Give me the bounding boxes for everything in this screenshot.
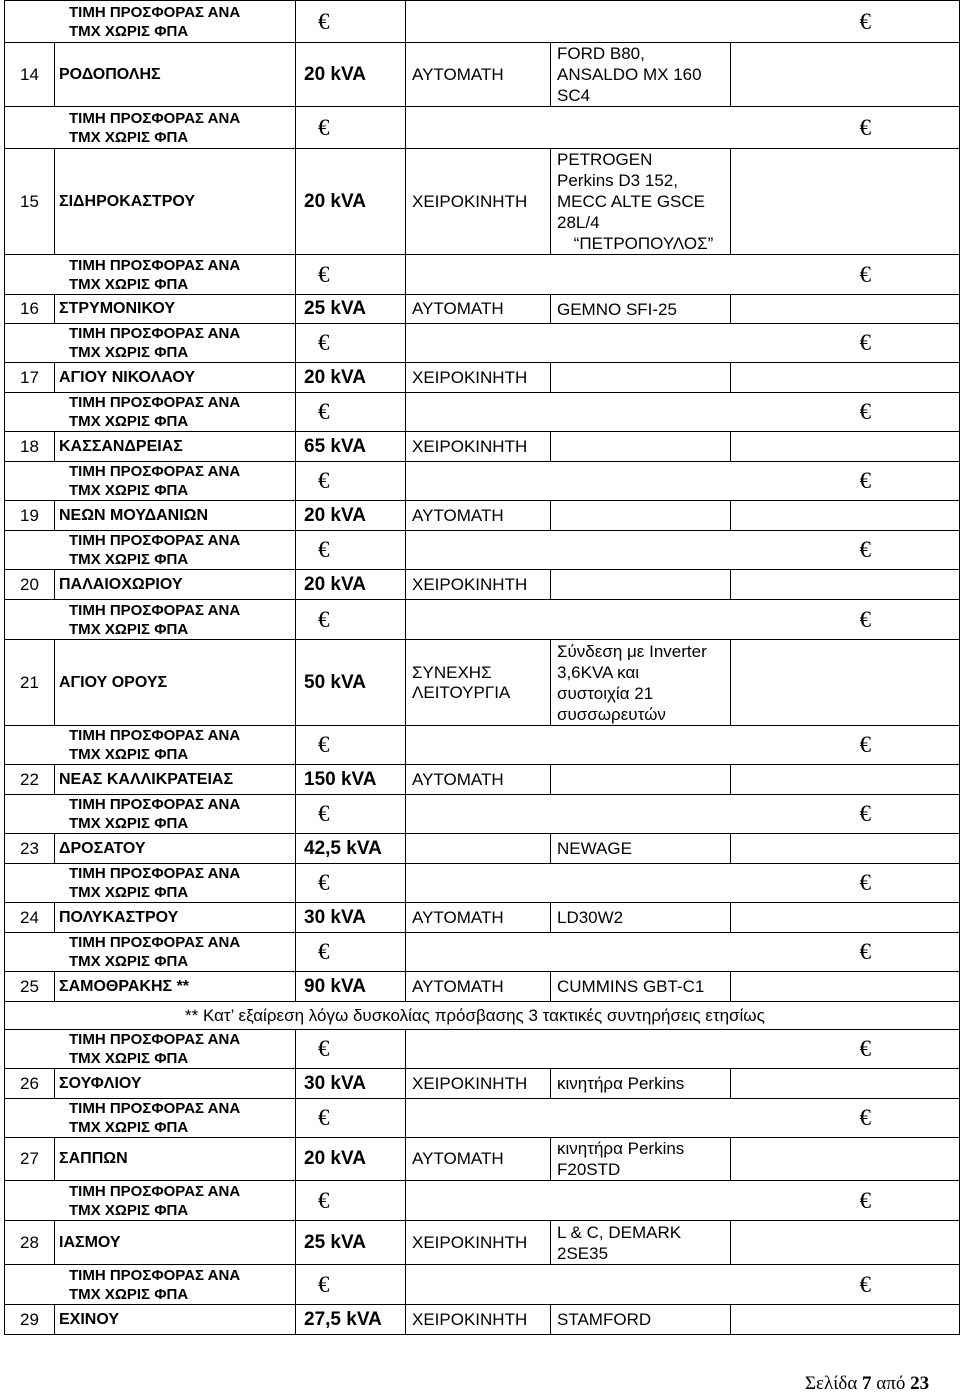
location-name: ΣΟΥΦΛΙΟΥ xyxy=(55,1069,296,1099)
price-label xyxy=(5,531,296,570)
price-label-line: ΤΜΧ ΧΩΡΙΣ ΦΠΑ xyxy=(69,1119,189,1136)
price-label-line: ΤΜΧ ΧΩΡΙΣ ΦΠΑ xyxy=(69,413,189,430)
euro-symbol: € xyxy=(296,795,406,834)
table-row xyxy=(5,1138,960,1181)
price-label-line: ΤΜΧ ΧΩΡΙΣ ΦΠΑ xyxy=(69,620,189,638)
generator-model xyxy=(551,43,731,107)
power-rating: 20 kVA xyxy=(296,363,406,393)
table-row xyxy=(5,1305,960,1335)
price-label-line: ΤΜΧ ΧΩΡΙΣ ΦΠΑ xyxy=(69,815,189,832)
euro-symbol: € xyxy=(406,1,960,43)
price-label xyxy=(5,324,296,363)
row-number: 14 xyxy=(5,43,55,107)
operation-type-line: ΛΕΙΤΟΥΡΓΙΑ xyxy=(412,682,511,702)
generator-model-line: NEWAGE xyxy=(557,839,632,858)
euro-symbol: € xyxy=(296,1181,406,1221)
footer-total: 23 xyxy=(910,1373,930,1394)
price-label-line: ΤΙΜΗ ΠΡΟΣΦΟΡΑΣ ΑΝΑ xyxy=(69,256,241,274)
price-label-line: ΤΙΜΗ ΠΡΟΣΦΟΡΑΣ ΑΝΑ xyxy=(69,796,241,813)
price-label xyxy=(5,1181,296,1221)
operation-type: ΧΕΙΡΟΚΙΝΗΤΗ xyxy=(406,1069,551,1099)
price-label-line: ΤΙΜΗ ΠΡΟΣΦΟΡΑΣ ΑΝΑ xyxy=(69,3,241,21)
euro-symbol: € xyxy=(296,1030,406,1069)
empty-cell xyxy=(731,501,960,531)
price-label-line: ΤΙΜΗ ΠΡΟΣΦΟΡΑΣ ΑΝΑ xyxy=(69,1266,241,1284)
price-label-line: ΤΙΜΗ ΠΡΟΣΦΟΡΑΣ ΑΝΑ xyxy=(69,109,241,127)
price-label-line: ΤΜΧ ΧΩΡΙΣ ΦΠΑ xyxy=(69,1201,189,1219)
generator-model-line: LD30W2 xyxy=(557,908,624,927)
price-label-line: ΤΜΧ ΧΩΡΙΣ ΦΠΑ xyxy=(69,128,189,146)
euro-symbol: € xyxy=(296,531,406,570)
euro-symbol: € xyxy=(296,600,406,640)
price-label-line: ΤΜΧ ΧΩΡΙΣ ΦΠΑ xyxy=(69,275,189,293)
euro-symbol: € xyxy=(406,600,960,640)
euro-symbol: € xyxy=(406,1181,960,1221)
price-label xyxy=(5,864,296,903)
table-row xyxy=(5,501,960,531)
generator-model xyxy=(551,295,731,324)
generator-model-line: SC4 xyxy=(557,86,591,105)
power-rating: 90 kVA xyxy=(296,972,406,1002)
operation-type: ΑΥΤΟΜΑΤΗ xyxy=(406,501,551,531)
operation-type: ΑΥΤΟΜΑΤΗ xyxy=(406,1138,551,1181)
row-number: 27 xyxy=(5,1138,55,1181)
generator-model xyxy=(551,972,731,1002)
power-rating: 50 kVA xyxy=(296,640,406,726)
price-row xyxy=(5,864,960,903)
location-name: ΣΤΡΥΜΟΝΙΚΟΥ xyxy=(55,295,296,324)
power-rating: 25 kVA xyxy=(296,1221,406,1265)
location-name: ΣΙΔΗΡΟΚΑΣΤΡΟΥ xyxy=(55,149,296,255)
row-number: 18 xyxy=(5,432,55,462)
location-name: ΑΓΙΟΥ ΝΙΚΟΛΑΟΥ xyxy=(55,363,296,393)
price-row xyxy=(5,324,960,363)
power-rating: 25 kVA xyxy=(296,295,406,324)
row-number: 16 xyxy=(5,295,55,324)
euro-symbol: € xyxy=(296,933,406,972)
price-label xyxy=(5,933,296,972)
location-name: ΔΡΟΣΑΤΟΥ xyxy=(55,834,296,864)
generator-table xyxy=(4,0,960,1335)
generator-model-line: συστοιχία 21 xyxy=(557,683,654,703)
empty-cell xyxy=(731,1305,960,1335)
generator-model-line: 28L/4 xyxy=(557,213,600,232)
row-number: 22 xyxy=(5,765,55,795)
price-row xyxy=(5,393,960,432)
empty-cell xyxy=(731,640,960,726)
footer-mid: από xyxy=(871,1373,911,1394)
euro-symbol: € xyxy=(296,393,406,432)
power-rating: 150 kVA xyxy=(296,765,406,795)
generator-model xyxy=(551,765,731,795)
price-row xyxy=(5,107,960,149)
table-row xyxy=(5,1221,960,1265)
price-label-line: ΤΜΧ ΧΩΡΙΣ ΦΠΑ xyxy=(69,344,189,361)
operation-type: ΧΕΙΡΟΚΙΝΗΤΗ xyxy=(406,1305,551,1335)
euro-symbol: € xyxy=(296,1,406,43)
euro-symbol: € xyxy=(406,531,960,570)
row-number: 29 xyxy=(5,1305,55,1335)
footer-prefix: Σελίδα xyxy=(805,1373,863,1394)
operation-type: ΑΥΤΟΜΑΤΗ xyxy=(406,972,551,1002)
euro-symbol: € xyxy=(406,1265,960,1305)
generator-model-line: 3,6KVA και xyxy=(557,662,640,682)
generator-model-line: Σύνδεση με Inverter xyxy=(557,641,707,661)
price-label-line: ΤΙΜΗ ΠΡΟΣΦΟΡΑΣ ΑΝΑ xyxy=(69,532,241,549)
empty-cell xyxy=(731,43,960,107)
price-label-line: ΤΜΧ ΧΩΡΙΣ ΦΠΑ xyxy=(69,884,189,901)
power-rating: 20 kVA xyxy=(296,43,406,107)
row-number: 28 xyxy=(5,1221,55,1265)
location-name: ΡΟΔΟΠΟΛΗΣ xyxy=(55,43,296,107)
row-number: 24 xyxy=(5,903,55,933)
location-name: ΝΕΑΣ ΚΑΛΛΙΚΡΑΤΕΙΑΣ xyxy=(55,765,296,795)
operation-type xyxy=(406,834,551,864)
generator-model-line: “ΠΕΤΡΟΠΟΥΛΟΣ” xyxy=(573,234,714,253)
generator-model xyxy=(551,501,731,531)
row-number: 25 xyxy=(5,972,55,1002)
generator-model xyxy=(551,903,731,933)
power-rating: 20 kVA xyxy=(296,501,406,531)
price-label-line: ΤΙΜΗ ΠΡΟΣΦΟΡΑΣ ΑΝΑ xyxy=(69,601,241,619)
empty-cell xyxy=(731,1138,960,1181)
generator-model-line: κινητήρα Perkins xyxy=(557,1139,685,1158)
price-label-line: ΤΙΜΗ ΠΡΟΣΦΟΡΑΣ ΑΝΑ xyxy=(69,394,241,411)
generator-model-line: 2SE35 xyxy=(557,1243,609,1263)
generator-model-line: CUMMINS GBT-C1 xyxy=(557,977,705,996)
power-rating: 27,5 kVA xyxy=(296,1305,406,1335)
table-row xyxy=(5,432,960,462)
price-row xyxy=(5,1181,960,1221)
price-label xyxy=(5,255,296,295)
euro-symbol: € xyxy=(406,255,960,295)
power-rating: 30 kVA xyxy=(296,903,406,933)
row-number: 26 xyxy=(5,1069,55,1099)
price-label-line: ΤΙΜΗ ΠΡΟΣΦΟΡΑΣ ΑΝΑ xyxy=(69,325,241,342)
euro-symbol: € xyxy=(406,864,960,903)
price-row xyxy=(5,255,960,295)
page-footer xyxy=(805,1373,929,1395)
price-label xyxy=(5,1265,296,1305)
euro-symbol: € xyxy=(406,107,960,149)
power-rating: 42,5 kVA xyxy=(296,834,406,864)
empty-cell xyxy=(731,834,960,864)
generator-model xyxy=(551,1305,731,1335)
price-row xyxy=(5,795,960,834)
euro-symbol: € xyxy=(406,1099,960,1138)
price-row xyxy=(5,1,960,43)
price-row xyxy=(5,726,960,765)
generator-model-line: κινητήρα Perkins xyxy=(557,1074,685,1093)
euro-symbol: € xyxy=(406,324,960,363)
price-row xyxy=(5,1265,960,1305)
euro-symbol: € xyxy=(296,1099,406,1138)
price-row xyxy=(5,933,960,972)
location-name: ΙΑΣΜΟΥ xyxy=(55,1221,296,1265)
power-rating: 20 kVA xyxy=(296,149,406,255)
empty-cell xyxy=(731,363,960,393)
generator-model-line: ANSALDO MX 160 xyxy=(557,65,702,84)
price-label xyxy=(5,393,296,432)
location-name: ΚΑΣΣΑΝΔΡΕΙΑΣ xyxy=(55,432,296,462)
price-label-line: ΤΙΜΗ ΠΡΟΣΦΟΡΑΣ ΑΝΑ xyxy=(69,463,241,480)
generator-model-line: GEMNO SFI-25 xyxy=(557,299,677,319)
table-row xyxy=(5,570,960,600)
location-name: ΑΓΙΟΥ ΟΡΟΥΣ xyxy=(55,640,296,726)
price-label-line: ΤΜΧ ΧΩΡΙΣ ΦΠΑ xyxy=(69,22,189,40)
price-label-line: ΤΙΜΗ ΠΡΟΣΦΟΡΑΣ ΑΝΑ xyxy=(69,1182,241,1200)
price-label-line: ΤΜΧ ΧΩΡΙΣ ΦΠΑ xyxy=(69,953,189,970)
location-name: ΠΑΛΑΙΟΧΩΡΙΟΥ xyxy=(55,570,296,600)
generator-model xyxy=(551,1069,731,1099)
price-label-line: ΤΜΧ ΧΩΡΙΣ ΦΠΑ xyxy=(69,1285,189,1303)
operation-type-line: ΣΥΝΕΧΗΣ xyxy=(412,662,492,682)
location-name: ΝΕΩΝ ΜΟΥΔΑΝΙΩΝ xyxy=(55,501,296,531)
euro-symbol: € xyxy=(296,462,406,501)
generator-model xyxy=(551,834,731,864)
operation-type: ΑΥΤΟΜΑΤΗ xyxy=(406,295,551,324)
operation-type xyxy=(406,640,551,726)
power-rating: 20 kVA xyxy=(296,1138,406,1181)
empty-cell xyxy=(731,972,960,1002)
price-label xyxy=(5,462,296,501)
price-label xyxy=(5,726,296,765)
generator-model-line: MECC ALTE GSCE xyxy=(557,192,705,211)
empty-cell xyxy=(731,903,960,933)
empty-cell xyxy=(731,149,960,255)
euro-symbol: € xyxy=(296,107,406,149)
table-row xyxy=(5,640,960,726)
price-label-line: ΤΙΜΗ ΠΡΟΣΦΟΡΑΣ ΑΝΑ xyxy=(69,865,241,882)
table-row xyxy=(5,363,960,393)
note-row xyxy=(5,1002,960,1030)
price-row xyxy=(5,531,960,570)
euro-symbol: € xyxy=(406,795,960,834)
price-label-line: ΤΜΧ ΧΩΡΙΣ ΦΠΑ xyxy=(69,551,189,568)
euro-symbol: € xyxy=(296,1265,406,1305)
empty-cell xyxy=(731,1221,960,1265)
operation-type: ΑΥΤΟΜΑΤΗ xyxy=(406,903,551,933)
euro-symbol: € xyxy=(406,462,960,501)
table-row xyxy=(5,295,960,324)
location-name: ΠΟΛΥΚΑΣΤΡΟΥ xyxy=(55,903,296,933)
price-label-line: ΤΜΧ ΧΩΡΙΣ ΦΠΑ xyxy=(69,1050,189,1067)
empty-cell xyxy=(731,1069,960,1099)
generator-model-line: F20STD xyxy=(557,1160,621,1179)
price-label xyxy=(5,1,296,43)
price-label-line: ΤΙΜΗ ΠΡΟΣΦΟΡΑΣ ΑΝΑ xyxy=(69,727,241,744)
euro-symbol: € xyxy=(406,393,960,432)
footer-page: 7 xyxy=(862,1373,872,1394)
price-label xyxy=(5,795,296,834)
table-row xyxy=(5,903,960,933)
generator-model xyxy=(551,1138,731,1181)
operation-type: ΧΕΙΡΟΚΙΝΗΤΗ xyxy=(406,1221,551,1265)
generator-model-line: STAMFORD xyxy=(557,1310,652,1329)
power-rating: 65 kVA xyxy=(296,432,406,462)
generator-model xyxy=(551,640,731,726)
row-number: 17 xyxy=(5,363,55,393)
power-rating: 30 kVA xyxy=(296,1069,406,1099)
euro-symbol: € xyxy=(296,324,406,363)
generator-model-line: Perkins D3 152, xyxy=(557,171,678,190)
table-row xyxy=(5,765,960,795)
euro-symbol: € xyxy=(406,1030,960,1069)
table-row xyxy=(5,43,960,107)
euro-symbol: € xyxy=(406,726,960,765)
empty-cell xyxy=(731,432,960,462)
location-name: ΕΧΙΝΟΥ xyxy=(55,1305,296,1335)
table-row xyxy=(5,972,960,1002)
euro-symbol: € xyxy=(406,933,960,972)
row-number: 21 xyxy=(5,640,55,726)
row-number: 19 xyxy=(5,501,55,531)
price-row xyxy=(5,600,960,640)
price-row xyxy=(5,1030,960,1069)
operation-type: ΧΕΙΡΟΚΙΝΗΤΗ xyxy=(406,363,551,393)
power-rating: 20 kVA xyxy=(296,570,406,600)
empty-cell xyxy=(731,765,960,795)
generator-model-line: PETROGEN xyxy=(557,150,653,169)
euro-symbol: € xyxy=(296,726,406,765)
generator-model xyxy=(551,1221,731,1265)
price-label-line: ΤΙΜΗ ΠΡΟΣΦΟΡΑΣ ΑΝΑ xyxy=(69,1031,241,1048)
operation-type: ΧΕΙΡΟΚΙΝΗΤΗ xyxy=(406,570,551,600)
generator-model xyxy=(551,432,731,462)
empty-cell xyxy=(731,295,960,324)
row-number: 20 xyxy=(5,570,55,600)
operation-type: ΑΥΤΟΜΑΤΗ xyxy=(406,765,551,795)
generator-model-line: L & C, DEMARK xyxy=(557,1222,682,1242)
price-label xyxy=(5,1099,296,1138)
table-row xyxy=(5,834,960,864)
location-name: ΣΑΠΠΩΝ xyxy=(55,1138,296,1181)
price-label xyxy=(5,600,296,640)
empty-cell xyxy=(731,570,960,600)
generator-model-line: συσσωρευτών xyxy=(557,704,666,724)
row-number: 23 xyxy=(5,834,55,864)
generator-model xyxy=(551,570,731,600)
euro-symbol: € xyxy=(296,864,406,903)
operation-type: ΧΕΙΡΟΚΙΝΗΤΗ xyxy=(406,149,551,255)
operation-type: ΧΕΙΡΟΚΙΝΗΤΗ xyxy=(406,432,551,462)
price-row xyxy=(5,462,960,501)
maintenance-note: ** Κατ’ εξαίρεση λόγω δυσκολίας πρόσβασης 3 τακτικές συντηρήσεις ετησίως xyxy=(5,1002,960,1030)
operation-type: ΑΥΤΟΜΑΤΗ xyxy=(406,43,551,107)
location-name: ΣΑΜΟΘΡΑΚΗΣ ** xyxy=(55,972,296,1002)
row-number: 15 xyxy=(5,149,55,255)
generator-model-line: FORD B80, xyxy=(557,44,645,63)
euro-symbol: € xyxy=(296,255,406,295)
price-row xyxy=(5,1099,960,1138)
generator-model xyxy=(551,149,731,255)
generator-model xyxy=(551,363,731,393)
price-label-line: ΤΜΧ ΧΩΡΙΣ ΦΠΑ xyxy=(69,482,189,499)
table-row xyxy=(5,1069,960,1099)
table-row xyxy=(5,149,960,255)
price-label-line: ΤΜΧ ΧΩΡΙΣ ΦΠΑ xyxy=(69,746,189,763)
price-label xyxy=(5,107,296,149)
price-label xyxy=(5,1030,296,1069)
price-label-line: ΤΙΜΗ ΠΡΟΣΦΟΡΑΣ ΑΝΑ xyxy=(69,934,241,951)
price-label-line: ΤΙΜΗ ΠΡΟΣΦΟΡΑΣ ΑΝΑ xyxy=(69,1100,241,1117)
